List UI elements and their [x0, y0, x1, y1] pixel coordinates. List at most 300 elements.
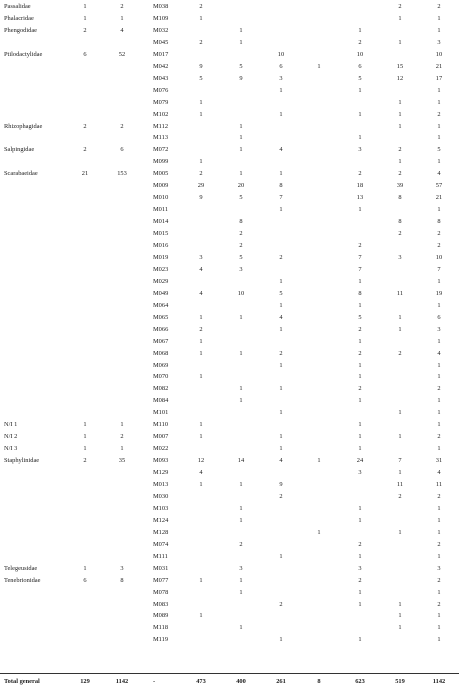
value-col-7-cell: 3 — [437, 564, 441, 572]
table-row — [0, 494, 459, 505]
family-total-cell: 6 — [120, 146, 124, 154]
value-col-7-cell: 1 — [437, 158, 441, 166]
value-col-7-cell: 21 — [435, 62, 443, 70]
value-col-7-cell: 3 — [437, 38, 441, 46]
value-col-5-cell: 7 — [358, 253, 362, 261]
table-row — [0, 219, 459, 230]
value-col-1-cell: 1 — [199, 373, 203, 381]
value-col-3-cell: 1 — [279, 110, 283, 118]
value-col-5-cell: 7 — [358, 265, 362, 273]
value-col-3-cell: 1 — [279, 277, 283, 285]
specimen-count-cell: 2 — [83, 26, 87, 34]
value-col-1-cell: 2 — [199, 325, 203, 333]
specimen-count-cell: 6 — [83, 576, 87, 584]
value-col-3-cell: 4 — [279, 313, 283, 321]
value-col-6-cell: 1 — [398, 313, 402, 321]
value-col-7-cell: 19 — [435, 289, 443, 297]
value-col-6-cell: 11 — [396, 481, 404, 488]
morphospecies-code-cell: M031 — [153, 564, 169, 572]
family-cell: N/I 1 — [4, 421, 18, 429]
value-col-7-cell: 2 — [437, 230, 441, 238]
value-col-7-cell: 2 — [437, 540, 441, 548]
value-col-5-cell: 1 — [358, 361, 362, 369]
value-col-3-cell: 2 — [279, 492, 283, 500]
specimen-count-cell: 1 — [83, 433, 87, 441]
specimen-count-cell: 2 — [83, 122, 87, 130]
value-col-2-cell: 1 — [239, 588, 243, 596]
value-col-3-cell: 1 — [279, 409, 283, 417]
table-row — [0, 100, 459, 111]
morphospecies-code-cell: M013 — [153, 481, 169, 488]
value-col-7-cell: 10 — [435, 253, 443, 261]
value-col-7-cell: 1 — [437, 516, 441, 524]
value-col-6-cell: 39 — [396, 182, 404, 190]
table-row — [0, 64, 459, 75]
value-col-1-cell: 2 — [199, 170, 203, 178]
value-col-2-cell: 14 — [237, 457, 245, 465]
table-row — [0, 124, 459, 135]
value-col-5-cell: 1 — [358, 600, 362, 608]
value-col-2-cell: 1 — [239, 516, 243, 524]
table-row — [0, 363, 459, 374]
morphospecies-code-cell: M072 — [153, 146, 169, 154]
value-col-5-cell: 8 — [358, 289, 362, 297]
value-col-3-cell: 1 — [279, 325, 283, 333]
value-col-1-cell: 1 — [199, 14, 203, 22]
family-cell: Passalidae — [4, 3, 31, 10]
family-total-cell: 3 — [120, 564, 124, 572]
value-col-6-cell: 2 — [398, 349, 402, 357]
family-cell: Phengodidae — [4, 26, 38, 34]
value-col-5-cell: 18 — [356, 182, 364, 190]
value-col-6-cell: 1 — [398, 600, 402, 608]
morphospecies-code-cell: M032 — [153, 26, 169, 34]
value-col-6-cell: 1 — [398, 14, 402, 22]
value-col-3-cell: 1 — [279, 636, 283, 644]
value-col-5-cell: 1 — [358, 504, 362, 512]
value-col-1-cell: 29 — [197, 182, 205, 190]
family-total-cell: 8 — [120, 576, 124, 584]
value-col-7-cell: 2 — [437, 110, 441, 118]
value-col-5-cell: 1 — [358, 636, 362, 644]
value-col-6-cell: 1 — [398, 624, 402, 632]
value-col-1-cell: 1 — [199, 349, 203, 357]
total-value-col-6-cell: 519 — [395, 678, 405, 685]
morphospecies-code-cell: M077 — [153, 576, 169, 584]
value-col-3-cell: 9 — [279, 481, 283, 488]
value-col-5-cell: 1 — [358, 110, 362, 118]
morphospecies-code-cell: M103 — [153, 504, 169, 512]
morphospecies-code-cell: M109 — [153, 14, 169, 22]
value-col-2-cell: 1 — [239, 146, 243, 154]
morphospecies-code-cell: M118 — [153, 624, 169, 632]
specimen-count-cell: 6 — [83, 50, 87, 58]
value-col-5-cell: 1 — [358, 397, 362, 405]
value-col-7-cell: 4 — [437, 170, 441, 178]
value-col-6-cell: 1 — [398, 38, 402, 46]
total-value-col-7-cell: 1142 — [432, 678, 446, 685]
value-col-5-cell: 2 — [358, 385, 362, 393]
morphospecies-code-cell: M016 — [153, 242, 169, 249]
value-col-6-cell: 15 — [396, 62, 404, 70]
table-row — [0, 351, 459, 362]
value-col-7-cell: 1 — [437, 636, 441, 644]
table-row — [0, 506, 459, 517]
table-row — [0, 291, 459, 302]
family-cell: Tenebrionidae — [4, 576, 41, 584]
value-col-3-cell: 5 — [279, 289, 283, 297]
value-col-3-cell: 4 — [279, 457, 283, 465]
specimen-count-cell: 1 — [83, 14, 87, 22]
value-col-7-cell: 1 — [437, 409, 441, 417]
value-col-1-cell: 4 — [199, 289, 203, 297]
value-col-5-cell: 1 — [358, 26, 362, 34]
morphospecies-code-cell: M070 — [153, 373, 169, 381]
morphospecies-code-cell: M005 — [153, 170, 169, 178]
value-col-3-cell: 1 — [279, 301, 283, 309]
value-col-7-cell: 1 — [437, 98, 441, 106]
value-col-5-cell: 1 — [358, 206, 362, 214]
value-col-2-cell: 8 — [239, 218, 243, 226]
morphospecies-code-cell: M038 — [153, 3, 169, 10]
table-row — [0, 112, 459, 123]
table-row — [0, 530, 459, 541]
value-col-7-cell: 1 — [437, 612, 441, 620]
table-row — [0, 590, 459, 601]
family-total-cell: 52 — [118, 50, 126, 58]
value-col-5-cell: 1 — [358, 373, 362, 381]
table-row — [0, 315, 459, 326]
specimen-count-cell: 1 — [83, 3, 87, 10]
value-col-1-cell: 4 — [199, 469, 203, 477]
morphospecies-code-cell: M084 — [153, 397, 169, 405]
table-row — [0, 4, 459, 15]
value-col-7-cell: 1 — [437, 588, 441, 596]
value-col-1-cell: 1 — [199, 576, 203, 584]
value-col-7-cell: 1 — [437, 86, 441, 94]
table-row — [0, 446, 459, 457]
value-col-6-cell: 2 — [398, 230, 402, 238]
value-col-5-cell: 1 — [358, 337, 362, 345]
value-col-2-cell: 1 — [239, 624, 243, 632]
value-col-6-cell: 1 — [398, 110, 402, 118]
value-col-5-cell: 1 — [358, 516, 362, 524]
morphospecies-code-cell: M045 — [153, 38, 169, 46]
value-col-2-cell: 1 — [239, 38, 243, 46]
morphospecies-code-cell: M110 — [153, 421, 169, 429]
value-col-7-cell: 1 — [437, 421, 441, 429]
value-col-7-cell: 1 — [437, 397, 441, 405]
value-col-7-cell: 2 — [437, 433, 441, 441]
family-cell: Staphylinidae — [4, 457, 40, 465]
table-row — [0, 147, 459, 158]
value-col-6-cell: 1 — [398, 469, 402, 477]
morphospecies-code-cell: M065 — [153, 313, 169, 321]
value-col-6-cell: 7 — [398, 457, 402, 465]
table-row — [0, 458, 459, 469]
value-col-7-cell: 1 — [437, 528, 441, 536]
value-col-7-cell: 57 — [435, 182, 443, 190]
value-col-7-cell: 2 — [437, 600, 441, 608]
value-col-6-cell: 1 — [398, 158, 402, 166]
value-col-7-cell: 2 — [437, 492, 441, 500]
value-col-5-cell: 24 — [356, 457, 364, 465]
value-col-2-cell: 1 — [239, 134, 243, 142]
value-col-3-cell: 1 — [279, 385, 283, 393]
specimen-count-cell: 21 — [81, 170, 89, 178]
value-col-7-cell: 5 — [437, 146, 441, 154]
table-row — [0, 267, 459, 278]
table-row — [0, 470, 459, 481]
value-col-7-cell: 1 — [437, 122, 441, 130]
value-col-5-cell: 13 — [356, 194, 364, 202]
value-col-7-cell: 2 — [437, 576, 441, 584]
value-col-4-cell: 1 — [317, 528, 321, 536]
morphospecies-code-cell: M128 — [153, 528, 169, 536]
value-col-1-cell: 3 — [199, 253, 203, 261]
family-cell: N/I 2 — [4, 433, 18, 441]
specimen-count-cell: 1 — [83, 421, 87, 429]
value-col-4-cell: 1 — [317, 62, 321, 70]
value-col-7-cell: 1 — [437, 552, 441, 560]
value-col-6-cell: 2 — [398, 146, 402, 154]
value-col-5-cell: 2 — [358, 349, 362, 357]
value-col-3-cell: 3 — [279, 74, 283, 82]
value-col-1-cell: 1 — [199, 612, 203, 620]
table-row — [0, 637, 459, 648]
family-cell: Rhizophagidae — [4, 122, 43, 130]
value-col-6-cell: 11 — [396, 289, 404, 297]
table-row — [0, 243, 459, 254]
specimen-count-cell: 2 — [83, 457, 87, 465]
table-row — [0, 625, 459, 636]
value-col-2-cell: 1 — [239, 504, 243, 512]
value-col-5-cell: 5 — [358, 74, 362, 82]
value-col-5-cell: 10 — [356, 50, 364, 58]
value-col-3-cell: 1 — [279, 206, 283, 214]
value-col-7-cell: 1 — [437, 504, 441, 512]
table-row — [0, 374, 459, 385]
specimen-count-cell: 1 — [83, 445, 87, 453]
morphospecies-code-cell: M066 — [153, 325, 169, 333]
table-row — [0, 195, 459, 206]
value-col-5-cell: 3 — [358, 564, 362, 572]
total-family-total-cell: 1142 — [115, 678, 129, 685]
table-row — [0, 327, 459, 338]
value-col-5-cell: 1 — [358, 433, 362, 441]
value-col-3-cell: 2 — [279, 600, 283, 608]
total-value-col-3-cell: 261 — [276, 678, 286, 685]
value-col-6-cell: 2 — [398, 3, 402, 10]
morphospecies-code-cell: M112 — [153, 122, 169, 130]
value-col-7-cell: 3 — [437, 325, 441, 333]
value-col-3-cell: 1 — [279, 433, 283, 441]
table-row — [0, 52, 459, 63]
value-col-5-cell: 1 — [358, 421, 362, 429]
family-cell: N/I 3 — [4, 445, 18, 453]
value-col-2-cell: 5 — [239, 62, 243, 70]
table-row — [0, 482, 459, 493]
morphospecies-code-cell: M076 — [153, 86, 169, 94]
value-col-6-cell: 12 — [396, 74, 404, 82]
table-row — [0, 303, 459, 314]
value-col-2-cell: 1 — [239, 397, 243, 405]
table-row — [0, 28, 459, 39]
table-row — [0, 613, 459, 624]
value-col-5-cell: 2 — [358, 325, 362, 333]
morphospecies-code-cell: M099 — [153, 158, 169, 166]
value-col-1-cell: 4 — [199, 265, 203, 273]
value-col-2-cell: 1 — [239, 349, 243, 357]
morphospecies-code-cell: M113 — [153, 134, 169, 142]
value-col-3-cell: 1 — [279, 552, 283, 560]
value-col-6-cell: 1 — [398, 409, 402, 417]
value-col-5-cell: 3 — [358, 469, 362, 477]
morphospecies-code-cell: M042 — [153, 62, 169, 70]
value-col-7-cell: 1 — [437, 624, 441, 632]
value-col-5-cell: 1 — [358, 134, 362, 142]
total-row — [0, 679, 459, 690]
morphospecies-code-cell: M089 — [153, 612, 169, 620]
value-col-4-cell: 1 — [317, 457, 321, 465]
value-col-5-cell: 5 — [358, 313, 362, 321]
value-col-6-cell: 1 — [398, 98, 402, 106]
morphospecies-code-cell: M007 — [153, 433, 169, 441]
value-col-5-cell: 1 — [358, 552, 362, 560]
value-col-5-cell: 1 — [358, 277, 362, 285]
family-total-cell: 2 — [120, 433, 124, 441]
value-col-3-cell: 8 — [279, 182, 283, 190]
value-col-7-cell: 10 — [435, 50, 443, 58]
table-row — [0, 183, 459, 194]
family-cell: Telegeusidae — [4, 564, 38, 572]
value-col-6-cell: 8 — [398, 218, 402, 226]
morphospecies-code-cell: M083 — [153, 600, 169, 608]
morphospecies-code-cell: M129 — [153, 469, 169, 477]
value-col-1-cell: 1 — [199, 158, 203, 166]
total-morphospecies-code-cell: - — [153, 678, 156, 685]
table-row — [0, 578, 459, 589]
morphospecies-code-cell: M010 — [153, 194, 169, 202]
table-row — [0, 135, 459, 146]
value-col-5-cell: 3 — [358, 146, 362, 154]
morphospecies-code-cell: M015 — [153, 230, 169, 238]
value-col-2-cell: 2 — [239, 242, 243, 249]
value-col-1-cell: 1 — [199, 337, 203, 345]
value-col-2-cell: 2 — [239, 540, 243, 548]
value-col-3-cell: 1 — [279, 445, 283, 453]
value-col-1-cell: 1 — [199, 433, 203, 441]
family-total-cell: 2 — [120, 3, 124, 10]
value-col-7-cell: 1 — [437, 337, 441, 345]
value-col-7-cell: 6 — [437, 313, 441, 321]
morphospecies-code-cell: M093 — [153, 457, 169, 465]
specimen-count-cell: 2 — [83, 146, 87, 154]
value-col-2-cell: 1 — [239, 122, 243, 130]
value-col-7-cell: 11 — [435, 481, 443, 488]
value-col-7-cell: 4 — [437, 349, 441, 357]
table-row — [0, 566, 459, 577]
value-col-6-cell: 1 — [398, 122, 402, 130]
family-cell: Phalacridae — [4, 14, 34, 22]
value-col-7-cell: 7 — [437, 265, 441, 273]
value-col-6-cell: 1 — [398, 612, 402, 620]
morphospecies-code-cell: M124 — [153, 516, 169, 524]
total-specimen-count-cell: 129 — [80, 678, 90, 685]
morphospecies-code-cell: M023 — [153, 265, 169, 273]
value-col-7-cell: 2 — [437, 3, 441, 10]
morphospecies-code-cell: M119 — [153, 636, 169, 644]
morphospecies-code-cell: M019 — [153, 253, 169, 261]
family-cell: Scarabaeidae — [4, 170, 38, 178]
table-row — [0, 602, 459, 613]
value-col-5-cell: 2 — [358, 38, 362, 46]
value-col-7-cell: 1 — [437, 373, 441, 381]
value-col-2-cell: 1 — [239, 481, 243, 488]
family-cell: Ptilodactylidae — [4, 50, 43, 58]
value-col-6-cell: 1 — [398, 528, 402, 536]
value-col-2-cell: 5 — [239, 194, 243, 202]
value-col-6-cell: 1 — [398, 325, 402, 333]
value-col-3-cell: 6 — [279, 62, 283, 70]
value-col-2-cell: 1 — [239, 576, 243, 584]
value-col-3-cell: 4 — [279, 146, 283, 154]
value-col-1-cell: 12 — [197, 457, 205, 465]
family-total-cell: 1 — [120, 421, 124, 429]
value-col-7-cell: 1 — [437, 361, 441, 369]
value-col-1-cell: 1 — [199, 481, 203, 488]
morphospecies-code-cell: M082 — [153, 385, 169, 393]
value-col-1-cell: 2 — [199, 38, 203, 46]
value-col-3-cell: 1 — [279, 86, 283, 94]
value-col-2-cell: 2 — [239, 230, 243, 238]
value-col-6-cell: 1 — [398, 433, 402, 441]
value-col-7-cell: 1 — [437, 26, 441, 34]
value-col-3-cell: 2 — [279, 349, 283, 357]
table-row — [0, 434, 459, 445]
table-row — [0, 231, 459, 242]
value-col-7-cell: 1 — [437, 277, 441, 285]
value-col-2-cell: 20 — [237, 182, 245, 190]
value-col-2-cell: 3 — [239, 564, 243, 572]
value-col-2-cell: 10 — [237, 289, 245, 297]
table-row — [0, 518, 459, 529]
total-value-col-5-cell: 623 — [355, 678, 365, 685]
morphospecies-code-cell: M064 — [153, 301, 169, 309]
value-col-7-cell: 1 — [437, 206, 441, 214]
total-value-col-1-cell: 473 — [196, 678, 206, 685]
value-col-5-cell: 1 — [358, 301, 362, 309]
morphospecies-code-cell: M014 — [153, 218, 169, 226]
morphospecies-code-cell: M017 — [153, 50, 169, 58]
value-col-1-cell: 1 — [199, 110, 203, 118]
family-total-cell: 2 — [120, 122, 124, 130]
value-col-3-cell: 2 — [279, 253, 283, 261]
value-col-3-cell: 1 — [279, 170, 283, 178]
total-rule — [0, 673, 459, 674]
value-col-7-cell: 1 — [437, 301, 441, 309]
total-family-cell: Total general — [4, 678, 40, 685]
value-col-7-cell: 2 — [437, 242, 441, 249]
value-col-5-cell: 1 — [358, 445, 362, 453]
table-row — [0, 76, 459, 87]
table-row — [0, 410, 459, 421]
value-col-1-cell: 5 — [199, 74, 203, 82]
table-row — [0, 255, 459, 266]
table-row — [0, 16, 459, 27]
morphospecies-code-cell: M011 — [153, 206, 169, 214]
value-col-2-cell: 1 — [239, 26, 243, 34]
